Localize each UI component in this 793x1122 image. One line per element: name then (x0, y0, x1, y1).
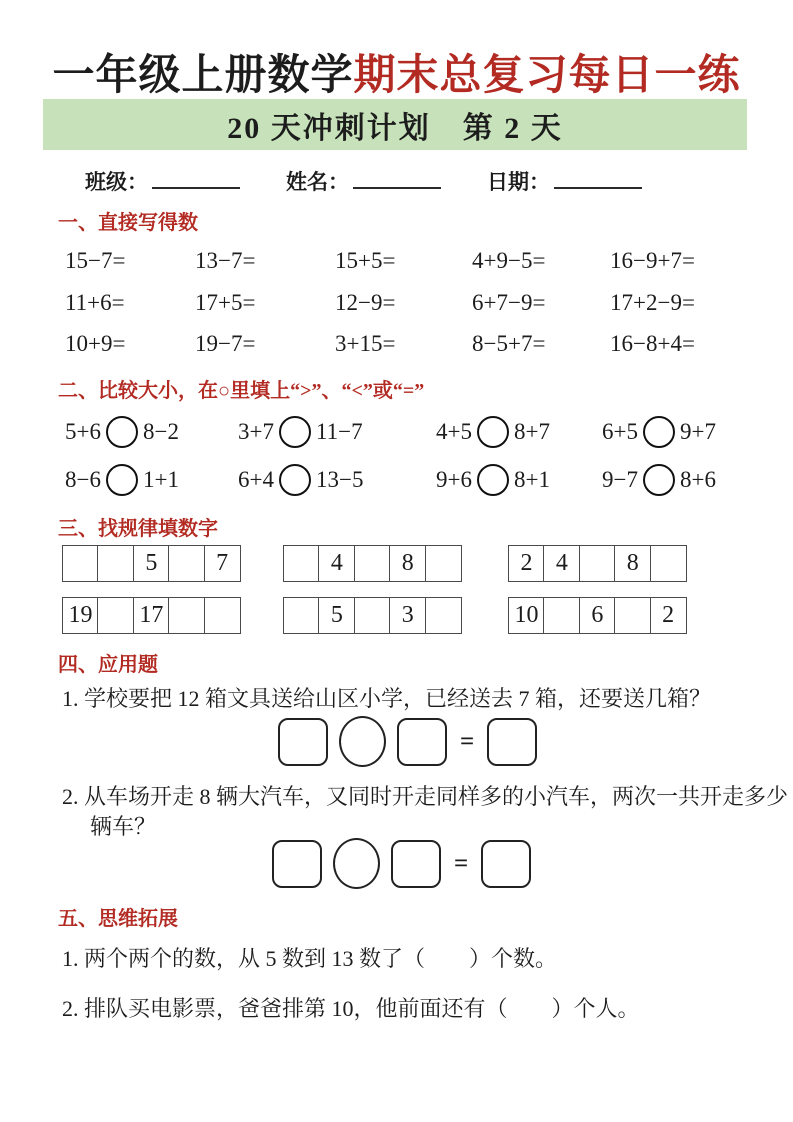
answer-result-box (481, 840, 531, 888)
compare-right: 9+7 (679, 419, 716, 444)
pattern-table-2 (283, 545, 462, 582)
compare-right: 8+7 (513, 419, 550, 444)
compare-item (602, 464, 762, 496)
page-title (0, 42, 793, 102)
calc-row-2 (65, 290, 770, 316)
pattern-cell: 5 (133, 545, 170, 582)
calc-row-3 (65, 331, 770, 357)
pattern-cell: 8 (389, 545, 426, 582)
thinking-item-2: 2. 排队买电影票，爸爸排第 10，他前面还有（ ）个人。 (62, 996, 640, 1021)
operator-circle (339, 716, 386, 767)
compare-left: 3+7 (238, 419, 274, 444)
calc-item: 3+15= (335, 331, 396, 356)
calc-item: 17+5= (195, 290, 256, 315)
calc-item: 6+7−9= (472, 290, 546, 315)
pattern-cell (204, 597, 241, 634)
pattern-cell (543, 597, 580, 634)
class-label: 班级： (85, 170, 148, 194)
equals-sign: = (460, 727, 475, 755)
comparison-circle (643, 464, 675, 496)
pattern-cell: 4 (543, 545, 580, 582)
compare-right: 8+1 (513, 467, 550, 492)
banner-text: 20 天冲刺计划 第 2 天 (227, 111, 563, 145)
calc-item: 12−9= (335, 290, 396, 315)
equals-sign: = (454, 849, 469, 877)
answer-box (278, 718, 328, 766)
calc-item: 16−8+4= (610, 331, 695, 356)
pattern-cell: 5 (318, 597, 355, 634)
compare-item (436, 464, 602, 496)
title-red-part: 期末总复习每日一练 (353, 53, 741, 99)
title-black-part: 一年级上册数学 (52, 53, 354, 99)
banner (43, 99, 747, 150)
comparison-circle (477, 416, 509, 448)
section3-heading: 三、找规律填数字 (58, 518, 218, 540)
pattern-cell (97, 597, 134, 634)
pattern-cell (283, 597, 320, 634)
pattern-cell: 10 (508, 597, 545, 634)
date-blank (554, 167, 642, 189)
pattern-cell (650, 545, 687, 582)
comparison-circle (106, 416, 138, 448)
section5-heading: 五、思维拓展 (58, 908, 178, 930)
section2-heading: 二、比较大小，在○里填上“>”、“<”或“=” (58, 380, 425, 402)
compare-right: 13−5 (315, 467, 364, 492)
pattern-cell (614, 597, 651, 634)
calc-item: 15+5= (335, 248, 396, 273)
calc-row-1 (65, 248, 770, 274)
calc-item: 16−9+7= (610, 248, 695, 273)
calc-item: 8−5+7= (472, 331, 546, 356)
date-field (487, 166, 642, 196)
calc-item: 19−7= (195, 331, 256, 356)
compare-right: 11−7 (315, 419, 363, 444)
equation-row-1 (278, 716, 537, 767)
name-blank (353, 167, 441, 189)
pattern-cell (62, 545, 99, 582)
pattern-cell (354, 545, 391, 582)
pattern-cell: 2 (650, 597, 687, 634)
pattern-cell: 6 (579, 597, 616, 634)
compare-left: 6+4 (238, 467, 274, 492)
pattern-cell (168, 545, 205, 582)
compare-left: 6+5 (602, 419, 638, 444)
pattern-cell (283, 545, 320, 582)
compare-item (238, 416, 436, 448)
pattern-cell (97, 545, 134, 582)
info-row (85, 166, 642, 196)
thinking-item-1: 1. 两个两个的数，从 5 数到 13 数了（ ）个数。 (62, 946, 558, 971)
compare-left: 9+6 (436, 467, 472, 492)
comparison-circle (279, 416, 311, 448)
compare-item (238, 464, 436, 496)
compare-row-2 (65, 464, 762, 496)
section1-heading: 一、直接写得数 (58, 212, 198, 234)
pattern-table-1 (62, 545, 241, 582)
pattern-table-3 (508, 545, 687, 582)
compare-right: 8+6 (679, 467, 716, 492)
pattern-cell: 7 (204, 545, 241, 582)
answer-box (397, 718, 447, 766)
pattern-table-4 (62, 597, 241, 634)
pattern-table-5 (283, 597, 462, 634)
date-label: 日期： (487, 170, 550, 194)
compare-left: 8−6 (65, 467, 101, 492)
calc-item: 10+9= (65, 331, 126, 356)
pattern-cell: 8 (614, 545, 651, 582)
compare-left: 9−7 (602, 467, 638, 492)
answer-box (391, 840, 441, 888)
pattern-cell (168, 597, 205, 634)
pattern-cell: 3 (389, 597, 426, 634)
compare-row-1 (65, 416, 762, 448)
calc-item: 4+9−5= (472, 248, 546, 273)
compare-item (65, 416, 238, 448)
pattern-cell (425, 597, 462, 634)
word-problem-1: 1. 学校要把 12 箱文具送给山区小学，已经送去 7 箱，还要送几箱？ (62, 686, 712, 711)
operator-circle (333, 838, 380, 889)
calc-item: 15−7= (65, 248, 126, 273)
calc-item: 13−7= (195, 248, 256, 273)
answer-box (272, 840, 322, 888)
pattern-cell: 17 (133, 597, 170, 634)
compare-left: 4+5 (436, 419, 472, 444)
name-label: 姓名： (286, 170, 349, 194)
compare-item (602, 416, 762, 448)
compare-item (436, 416, 602, 448)
word-problem-2-line2: 辆车？ (90, 814, 157, 839)
pattern-cell: 2 (508, 545, 545, 582)
name-field (286, 166, 441, 196)
comparison-circle (643, 416, 675, 448)
equation-row-2 (272, 838, 531, 889)
compare-left: 5+6 (65, 419, 101, 444)
class-field (85, 166, 240, 196)
pattern-cell: 4 (318, 545, 355, 582)
pattern-cell (425, 545, 462, 582)
pattern-cell (579, 545, 616, 582)
compare-right: 8−2 (142, 419, 179, 444)
pattern-cell (354, 597, 391, 634)
section4-heading: 四、应用题 (58, 654, 158, 676)
answer-result-box (487, 718, 537, 766)
pattern-table-6 (508, 597, 687, 634)
calc-item: 11+6= (65, 290, 125, 315)
word-problem-2-line1: 2. 从车场开走 8 辆大汽车，又同时开走同样多的小汽车，两次一共开走多少 (62, 784, 789, 809)
pattern-cell: 19 (62, 597, 99, 634)
class-blank (152, 167, 240, 189)
comparison-circle (106, 464, 138, 496)
calc-item: 17+2−9= (610, 290, 695, 315)
compare-right: 1+1 (142, 467, 179, 492)
compare-item (65, 464, 238, 496)
comparison-circle (279, 464, 311, 496)
comparison-circle (477, 464, 509, 496)
